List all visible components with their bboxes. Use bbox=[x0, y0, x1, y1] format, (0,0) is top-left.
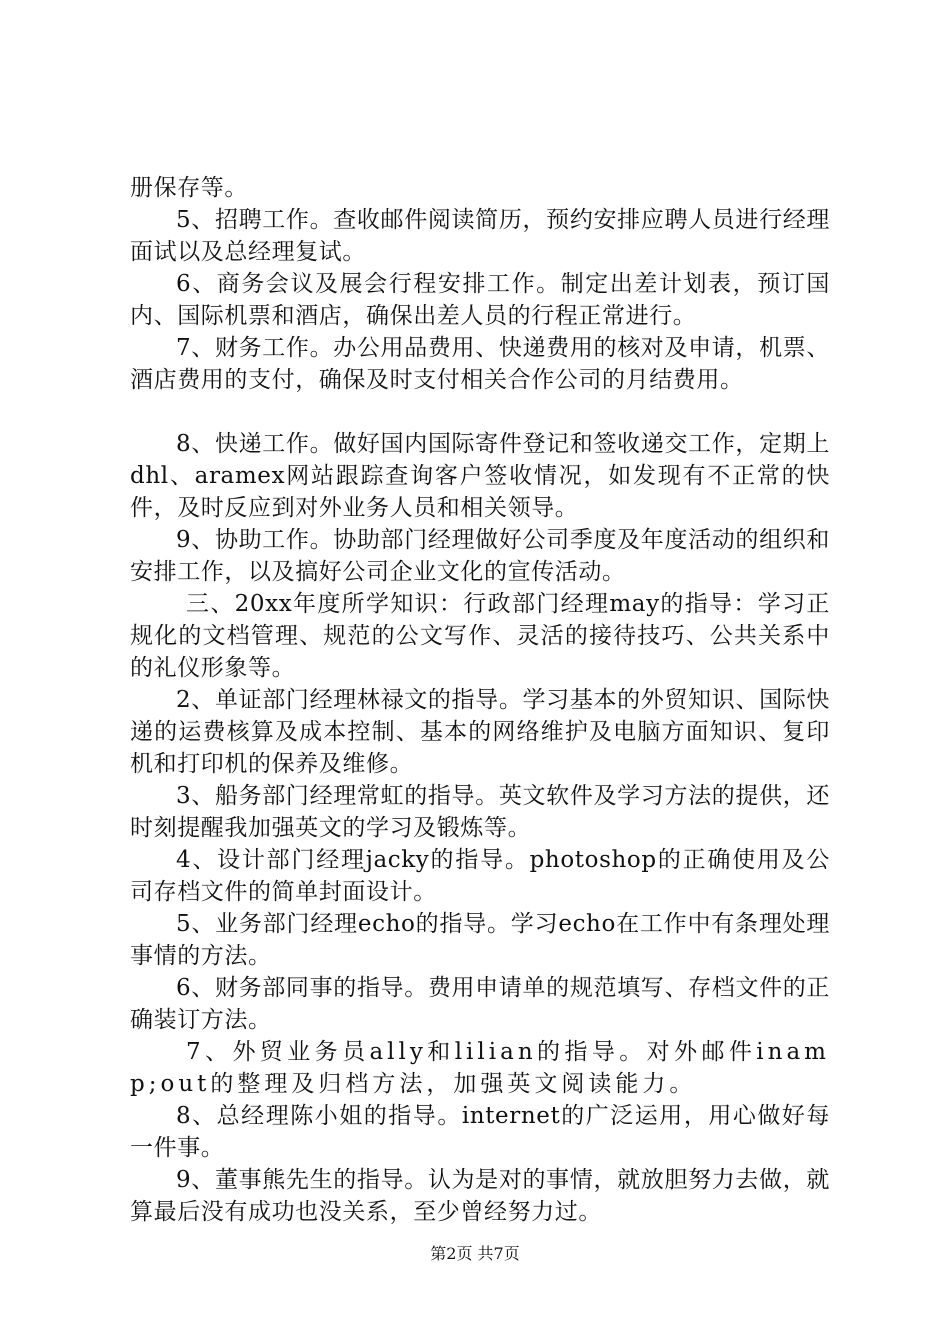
paragraph-finance: 7、财务工作。办公用品费用、快递费用的核对及申请，机票、酒店费用的支付，确保及时支付相关合作公司的月结费用。 bbox=[130, 335, 830, 393]
page-footer: 第2页 共7页 bbox=[430, 1244, 520, 1263]
paragraph-documents-manager: 2、单证部门经理林禄文的指导。学习基本的外贸知识、国际快递的运费核算及成本控制、基本的网络维护及电脑方面知识、复印机和打印机的保养及维修。 bbox=[130, 687, 830, 777]
paragraph-sales-manager: 5、业务部门经理echo的指导。学习echo在工作中有条理处理事情的方法。 bbox=[130, 911, 830, 969]
paragraph-general-manager: 8、总经理陈小姐的指导。internet的广泛运用，用心做好每一件事。 bbox=[130, 1103, 830, 1161]
document-body bbox=[130, 172, 830, 1228]
paragraph-express: 8、快递工作。做好国内国际寄件登记和签收递交工作，定期上dhl、aramex网站跟踪查询客户签收情况，如发现有不正常的快件，及时反应到对外业务人员和相关领导。 bbox=[130, 431, 830, 521]
paragraph-recruiting: 5、招聘工作。查收邮件阅读简历，预约安排应聘人员进行经理面试以及总经理复试。 bbox=[130, 207, 830, 265]
paragraph-knowledge-section: 三、20xx年度所学知识：行政部门经理may的指导：学习正规化的文档管理、规范的公文写作、灵活的接待技巧、公共关系中的礼仪形象等。 bbox=[130, 591, 830, 681]
paragraph-director: 9、董事熊先生的指导。认为是对的事情，就放胆努力去做，就算最后没有成功也没关系，至少曾经努力过。 bbox=[130, 1167, 830, 1225]
paragraph-shipping-manager: 3、船务部门经理常虹的指导。英文软件及学习方法的提供，还时刻提醒我加强英文的学习及锻炼等。 bbox=[130, 783, 830, 841]
paragraph-business-meetings: 6、商务会议及展会行程安排工作。制定出差计划表，预订国内、国际机票和酒店，确保出差人员的行程正常进行。 bbox=[130, 271, 830, 329]
paragraph-trade-staff: 7、外贸业务员ally和lilian的指导。对外邮件inamp;out的整理及归档方法，加强英文阅读能力。 bbox=[130, 1039, 830, 1097]
paragraph-finance-colleagues: 6、财务部同事的指导。费用申请单的规范填写、存档文件的正确装订方法。 bbox=[130, 975, 830, 1033]
paragraph-assistance: 9、协助工作。协助部门经理做好公司季度及年度活动的组织和安排工作，以及搞好公司企业文化的宣传活动。 bbox=[130, 527, 830, 585]
paragraph-continuation: 册保存等。 bbox=[130, 175, 248, 201]
paragraph-design-manager: 4、设计部门经理jacky的指导。photoshop的正确使用及公司存档文件的简单封面设计。 bbox=[130, 847, 830, 905]
